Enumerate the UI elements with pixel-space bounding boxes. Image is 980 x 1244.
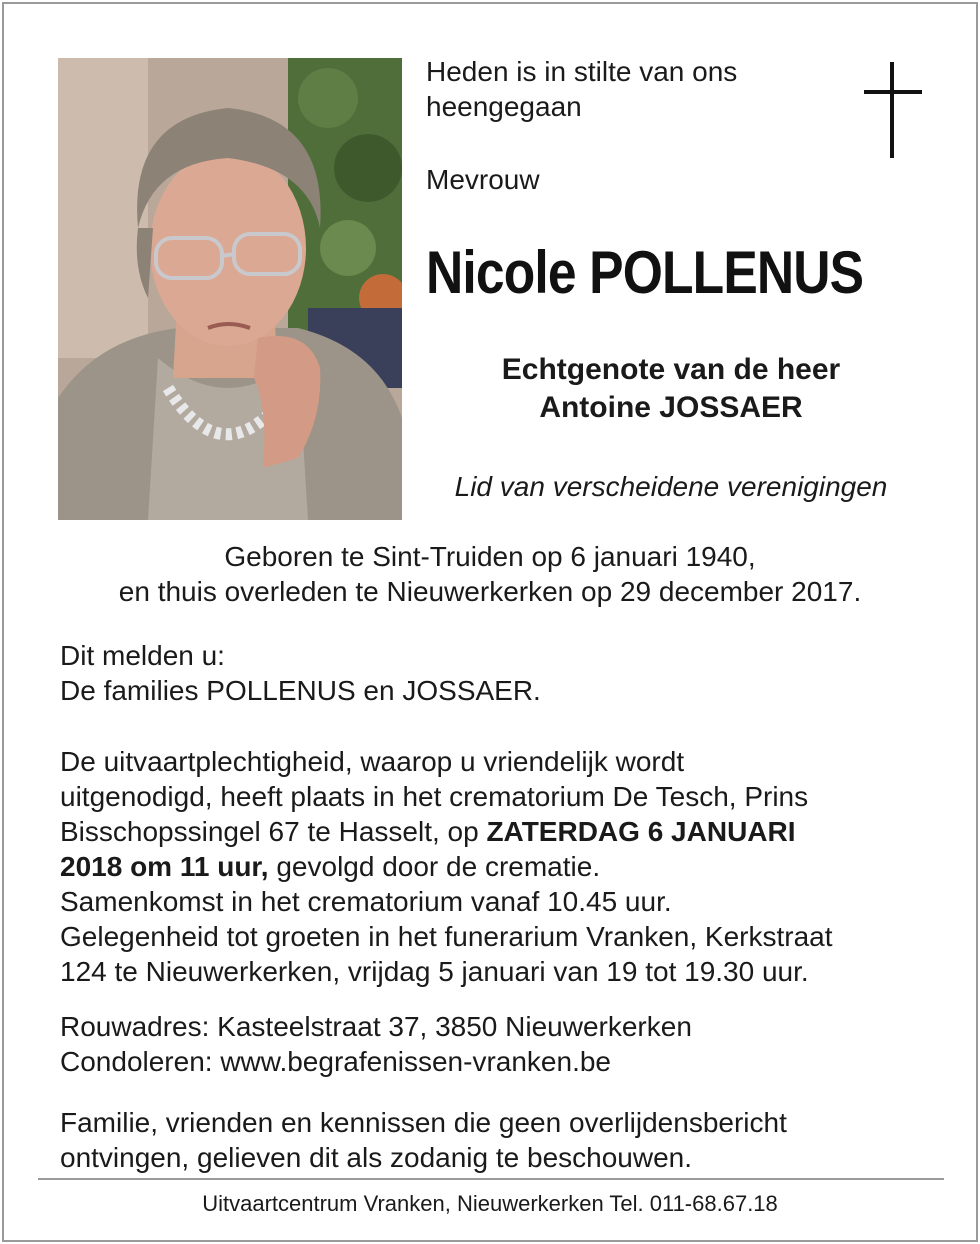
intro-text [426, 54, 737, 124]
families-line: De families POLLENUS en JOSSAER. [60, 675, 541, 706]
birth-death-info [40, 539, 940, 609]
ceremony-text: gevolgd door de crematie. [268, 851, 601, 882]
ceremony-line: uitgenodigd, heeft plaats in het crematorium De Tesch, Prins [60, 781, 809, 812]
closing-line: ontvingen, gelieven dit als zodanig te beschouwen. [60, 1142, 692, 1173]
spouse-info [410, 351, 932, 427]
spouse-name: Antoine JOSSAER [539, 391, 803, 424]
ceremony-line: Samenkomst in het crematorium vanaf 10.45 uur. [60, 886, 672, 917]
closing-note [60, 1105, 787, 1175]
closing-line: Familie, vrienden en kennissen die geen overlijdensbericht [60, 1107, 787, 1138]
deceased-name: Nicole POLLENUS [426, 239, 864, 306]
address-info [60, 1009, 692, 1079]
ceremony-line: 124 te Nieuwerkerken, vrijdag 5 januari van 19 tot 19.30 uur. [60, 956, 809, 987]
birth-line: Geboren te Sint-Truiden op 6 januari 1940, [224, 541, 756, 572]
ceremony-details [60, 744, 833, 989]
condolence-website: Condoleren: www.begrafenissen-vranken.be [60, 1046, 611, 1077]
ceremony-line: De uitvaartplechtigheid, waarop u vriendelijk wordt [60, 746, 685, 777]
cross-icon [864, 62, 922, 158]
ceremony-time: 2018 om 11 uur, [60, 851, 269, 882]
announcement-line: Dit melden u: [60, 640, 225, 671]
ceremony-line [60, 814, 833, 849]
divider [38, 1178, 944, 1180]
membership-note: Lid van verscheidene verenigingen [454, 471, 888, 502]
ceremony-line: Gelegenheid tot groeten in het funerarium Vranken, Kerkstraat [60, 921, 833, 952]
ceremony-line [60, 849, 833, 884]
ceremony-text: Bisschopssingel 67 te Hasselt, op [60, 816, 487, 847]
mourning-address: Rouwadres: Kasteelstraat 37, 3850 Nieuwerkerken [60, 1011, 692, 1042]
intro-line: Heden is in stilte van ons [426, 56, 738, 87]
salutation: Mevrouw [426, 164, 540, 195]
portrait-photo [58, 58, 402, 520]
intro-line: heengegaan [426, 91, 582, 122]
death-line: en thuis overleden te Nieuwerkerken op 29 december 2017. [118, 576, 862, 607]
announcement [60, 638, 541, 708]
funeral-home-footer: Uitvaartcentrum Vranken, Nieuwerkerken Tel. 011-68.67.18 [202, 1191, 778, 1216]
ceremony-date: ZATERDAG 6 JANUARI [486, 816, 796, 847]
spouse-line: Echtgenote van de heer [501, 353, 841, 386]
